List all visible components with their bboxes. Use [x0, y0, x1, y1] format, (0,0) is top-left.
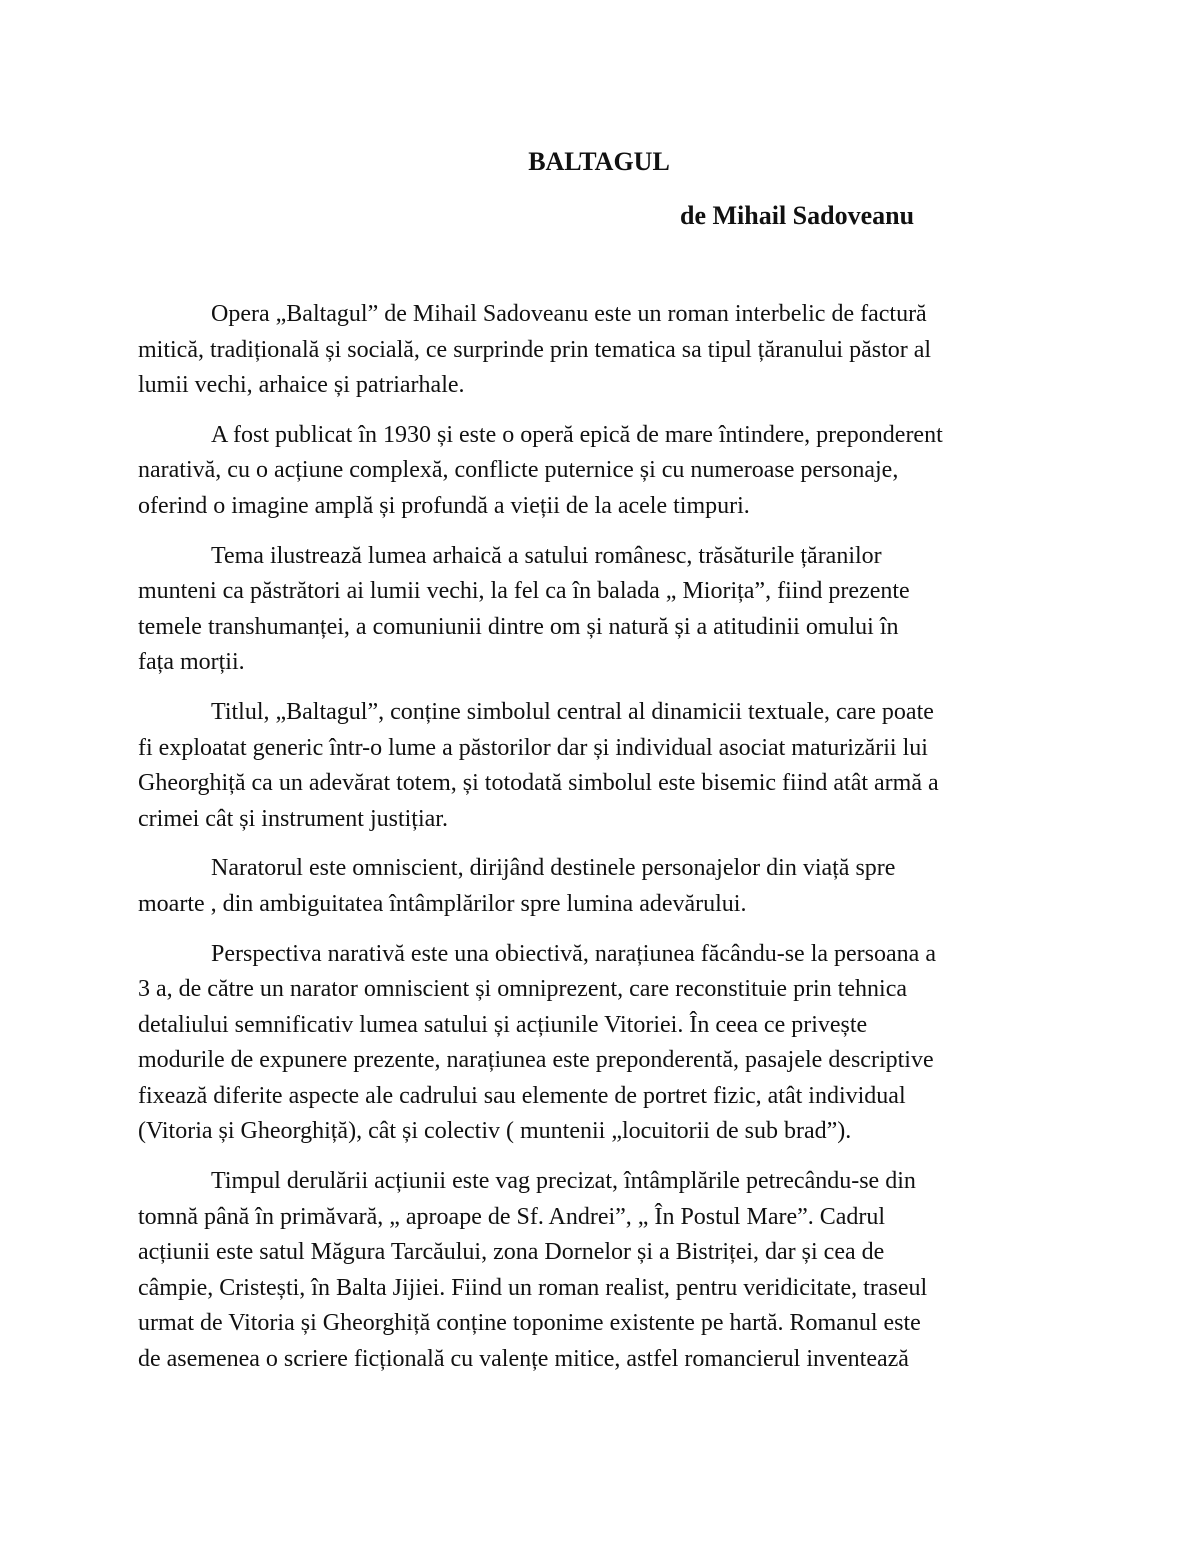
text-line: urmat de Vitoria și Gheorghiță conține toponime existente pe hartă. Romanul este: [138, 1310, 921, 1337]
text-line: temele transhumanței, a comuniunii dintre om și natură și a atitudinii omului în: [138, 613, 899, 640]
paragraph-2: [138, 418, 1063, 525]
text-line: detaliului semnificativ lumea satului și acțiunile Vitoriei. În ceea ce privește: [138, 1011, 868, 1038]
paragraph-6: [138, 937, 1063, 1151]
document-title: BALTAGUL: [528, 147, 670, 176]
text-line: tomnă până în primăvară, „ aproape de Sf. Andrei”, „ În Postul Mare”. Cadrul: [138, 1203, 886, 1230]
text-line: (Vitoria și Gheorghiță), cât și colectiv ( muntenii „locuitorii de sub brad”).: [138, 1118, 852, 1145]
paragraph-1: [138, 297, 1063, 404]
text-line: Naratorul este omniscient, dirijând destinele personajelor din viață spre: [211, 855, 896, 882]
text-line: de asemenea o scriere ficțională cu valențe mitice, astfel romancierul inventează: [138, 1346, 909, 1373]
text-line: oferind o imagine amplă și profundă a vieții de la acele timpuri.: [138, 492, 750, 519]
text-line: modurile de expunere prezente, narațiunea este preponderentă, pasajele descriptive: [138, 1047, 934, 1074]
text-line: fixează diferite aspecte ale cadrului sau elemente de portret fizic, atât individual: [138, 1082, 906, 1109]
text-line: narativă, cu o acțiune complexă, conflicte puternice și cu numeroase personaje,: [138, 457, 899, 484]
document-author: de Mihail Sadoveanu: [680, 201, 915, 230]
text-line: câmpie, Cristești, în Balta Jijiei. Fiind un roman realist, pentru veridicitate, traseul: [138, 1274, 928, 1301]
text-line: crimei cât și instrument justițiar.: [138, 805, 448, 832]
paragraph-3: [138, 539, 1063, 681]
paragraph-7: [138, 1164, 1063, 1378]
text-line: Tema ilustrează lumea arhaică a satului românesc, trăsăturile țăranilor: [211, 542, 882, 569]
text-line: Timpul derulării acțiunii este vag precizat, întâmplările petrecându-se din: [211, 1168, 916, 1195]
text-line: munteni ca păstrători ai lumii vechi, la fel ca în balada „ Miorița”, fiind prezente: [138, 578, 910, 605]
text-line: Titlul, „Baltagul”, conține simbolul central al dinamicii textuale, care poate: [211, 698, 934, 725]
paragraph-4: [138, 695, 1063, 837]
paragraph-5: [138, 851, 1063, 922]
text-line: A fost publicat în 1930 și este o operă epică de mare întindere, preponderent: [211, 421, 943, 448]
document-body: [138, 297, 1063, 1392]
text-line: Gheorghiță ca un adevărat totem, și totodată simbolul este bisemic fiind atât armă a: [138, 770, 939, 797]
text-line: acțiunii este satul Măgura Tarcăului, zona Dornelor și a Bistriței, dar și cea de: [138, 1239, 885, 1266]
text-line: 3 a, de către un narator omniscient și omniprezent, care reconstituie prin tehnica: [138, 976, 908, 1003]
text-line: moarte , din ambiguitatea întâmplărilor spre lumina adevărului.: [138, 890, 747, 917]
text-line: lumii vechi, arhaice și patriarhale.: [138, 372, 465, 399]
text-line: mitică, tradițională și socială, ce surprinde prin tematica sa tipul țăranului păstor al: [138, 336, 932, 363]
text-line: Opera „Baltagul” de Mihail Sadoveanu este un roman interbelic de factură: [211, 301, 927, 327]
text-line: Perspectiva narativă este una obiectivă, narațiunea făcându-se la persoana a: [211, 940, 936, 967]
text-line: fața morții.: [138, 649, 245, 676]
text-line: fi exploatat generic într-o lume a păstorilor dar și individual asociat maturizării lui: [138, 734, 928, 761]
